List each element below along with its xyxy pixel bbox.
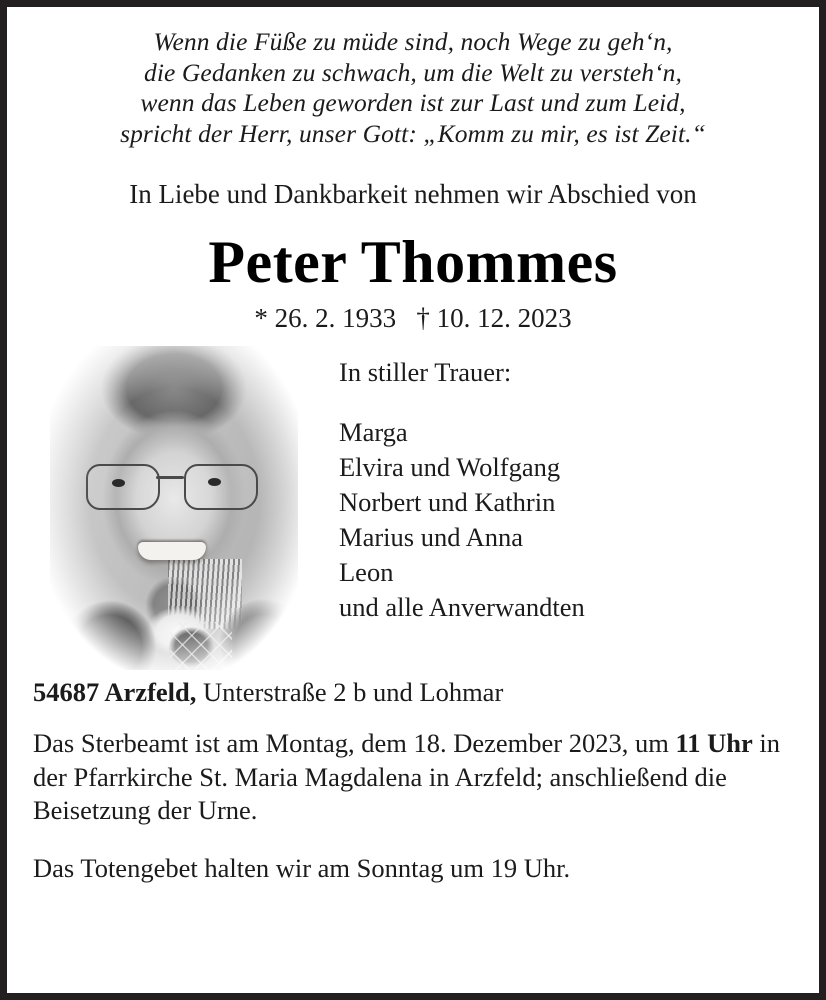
service-time: 11 Uhr [675, 728, 753, 758]
farewell-intro: In Liebe und Dankbarkeit nehmen wir Abschied von [129, 179, 697, 209]
smiling-mouth [138, 542, 206, 560]
mourners-list [339, 388, 779, 625]
prayer-info: Das Totengebet halten wir am Sonntag um 19 Uhr. [33, 852, 571, 883]
poem-line-1: Wenn die Füße zu müde sind, noch Wege zu geh‘n, [153, 27, 673, 56]
list-item: und alle Anverwandten [339, 592, 585, 622]
poem-line-2: die Gedanken zu schwach, um die Welt zu versteh‘n, [143, 57, 683, 87]
service-text-before-time: Das Sterbeamt ist am Montag, dem 18. Dezember 2023, um [33, 728, 676, 758]
address-line [33, 670, 793, 709]
glasses-bridge [156, 476, 184, 479]
deceased-name: Peter Thommes [208, 229, 618, 295]
service-text-after-time: in der Pfarrkirche St. Maria Magdalena in Arzfeld; anschließend die Beisetzung der Urne. [33, 728, 781, 825]
poem-line-3: wenn das Leben geworden ist zur Last und zum Leid, [140, 88, 686, 117]
list-item: Leon [339, 557, 394, 587]
list-item: Marga [339, 417, 408, 447]
glasses-left-lens [86, 464, 160, 510]
mourners-title: In stiller Trauer: [339, 357, 512, 387]
photo-and-mourners-block [7, 334, 819, 670]
notice-footer [7, 670, 819, 885]
left-eye [112, 479, 125, 487]
poem-verse [7, 7, 819, 149]
list-item: Norbert und Kathrin [339, 487, 556, 517]
portrait-photo [50, 346, 298, 670]
list-item: Elvira und Wolfgang [339, 452, 561, 482]
address-street: Unterstraße 2 b und Lohmar [196, 677, 504, 707]
glasses-icon [76, 464, 272, 510]
life-dates: * 26. 2. 1933 † 10. 12. 2023 [254, 303, 572, 333]
tie-pattern [170, 622, 232, 670]
right-eye [208, 478, 221, 486]
glasses-right-lens [184, 464, 258, 510]
address-town: 54687 Arzfeld, [33, 677, 197, 707]
poem-line-4: spricht der Herr, unser Gott: „Komm zu mir, es ist Zeit.“ [120, 118, 706, 148]
funeral-service-info [33, 709, 793, 828]
list-item: Marius und Anna [339, 522, 524, 552]
mourners-block [339, 356, 779, 625]
